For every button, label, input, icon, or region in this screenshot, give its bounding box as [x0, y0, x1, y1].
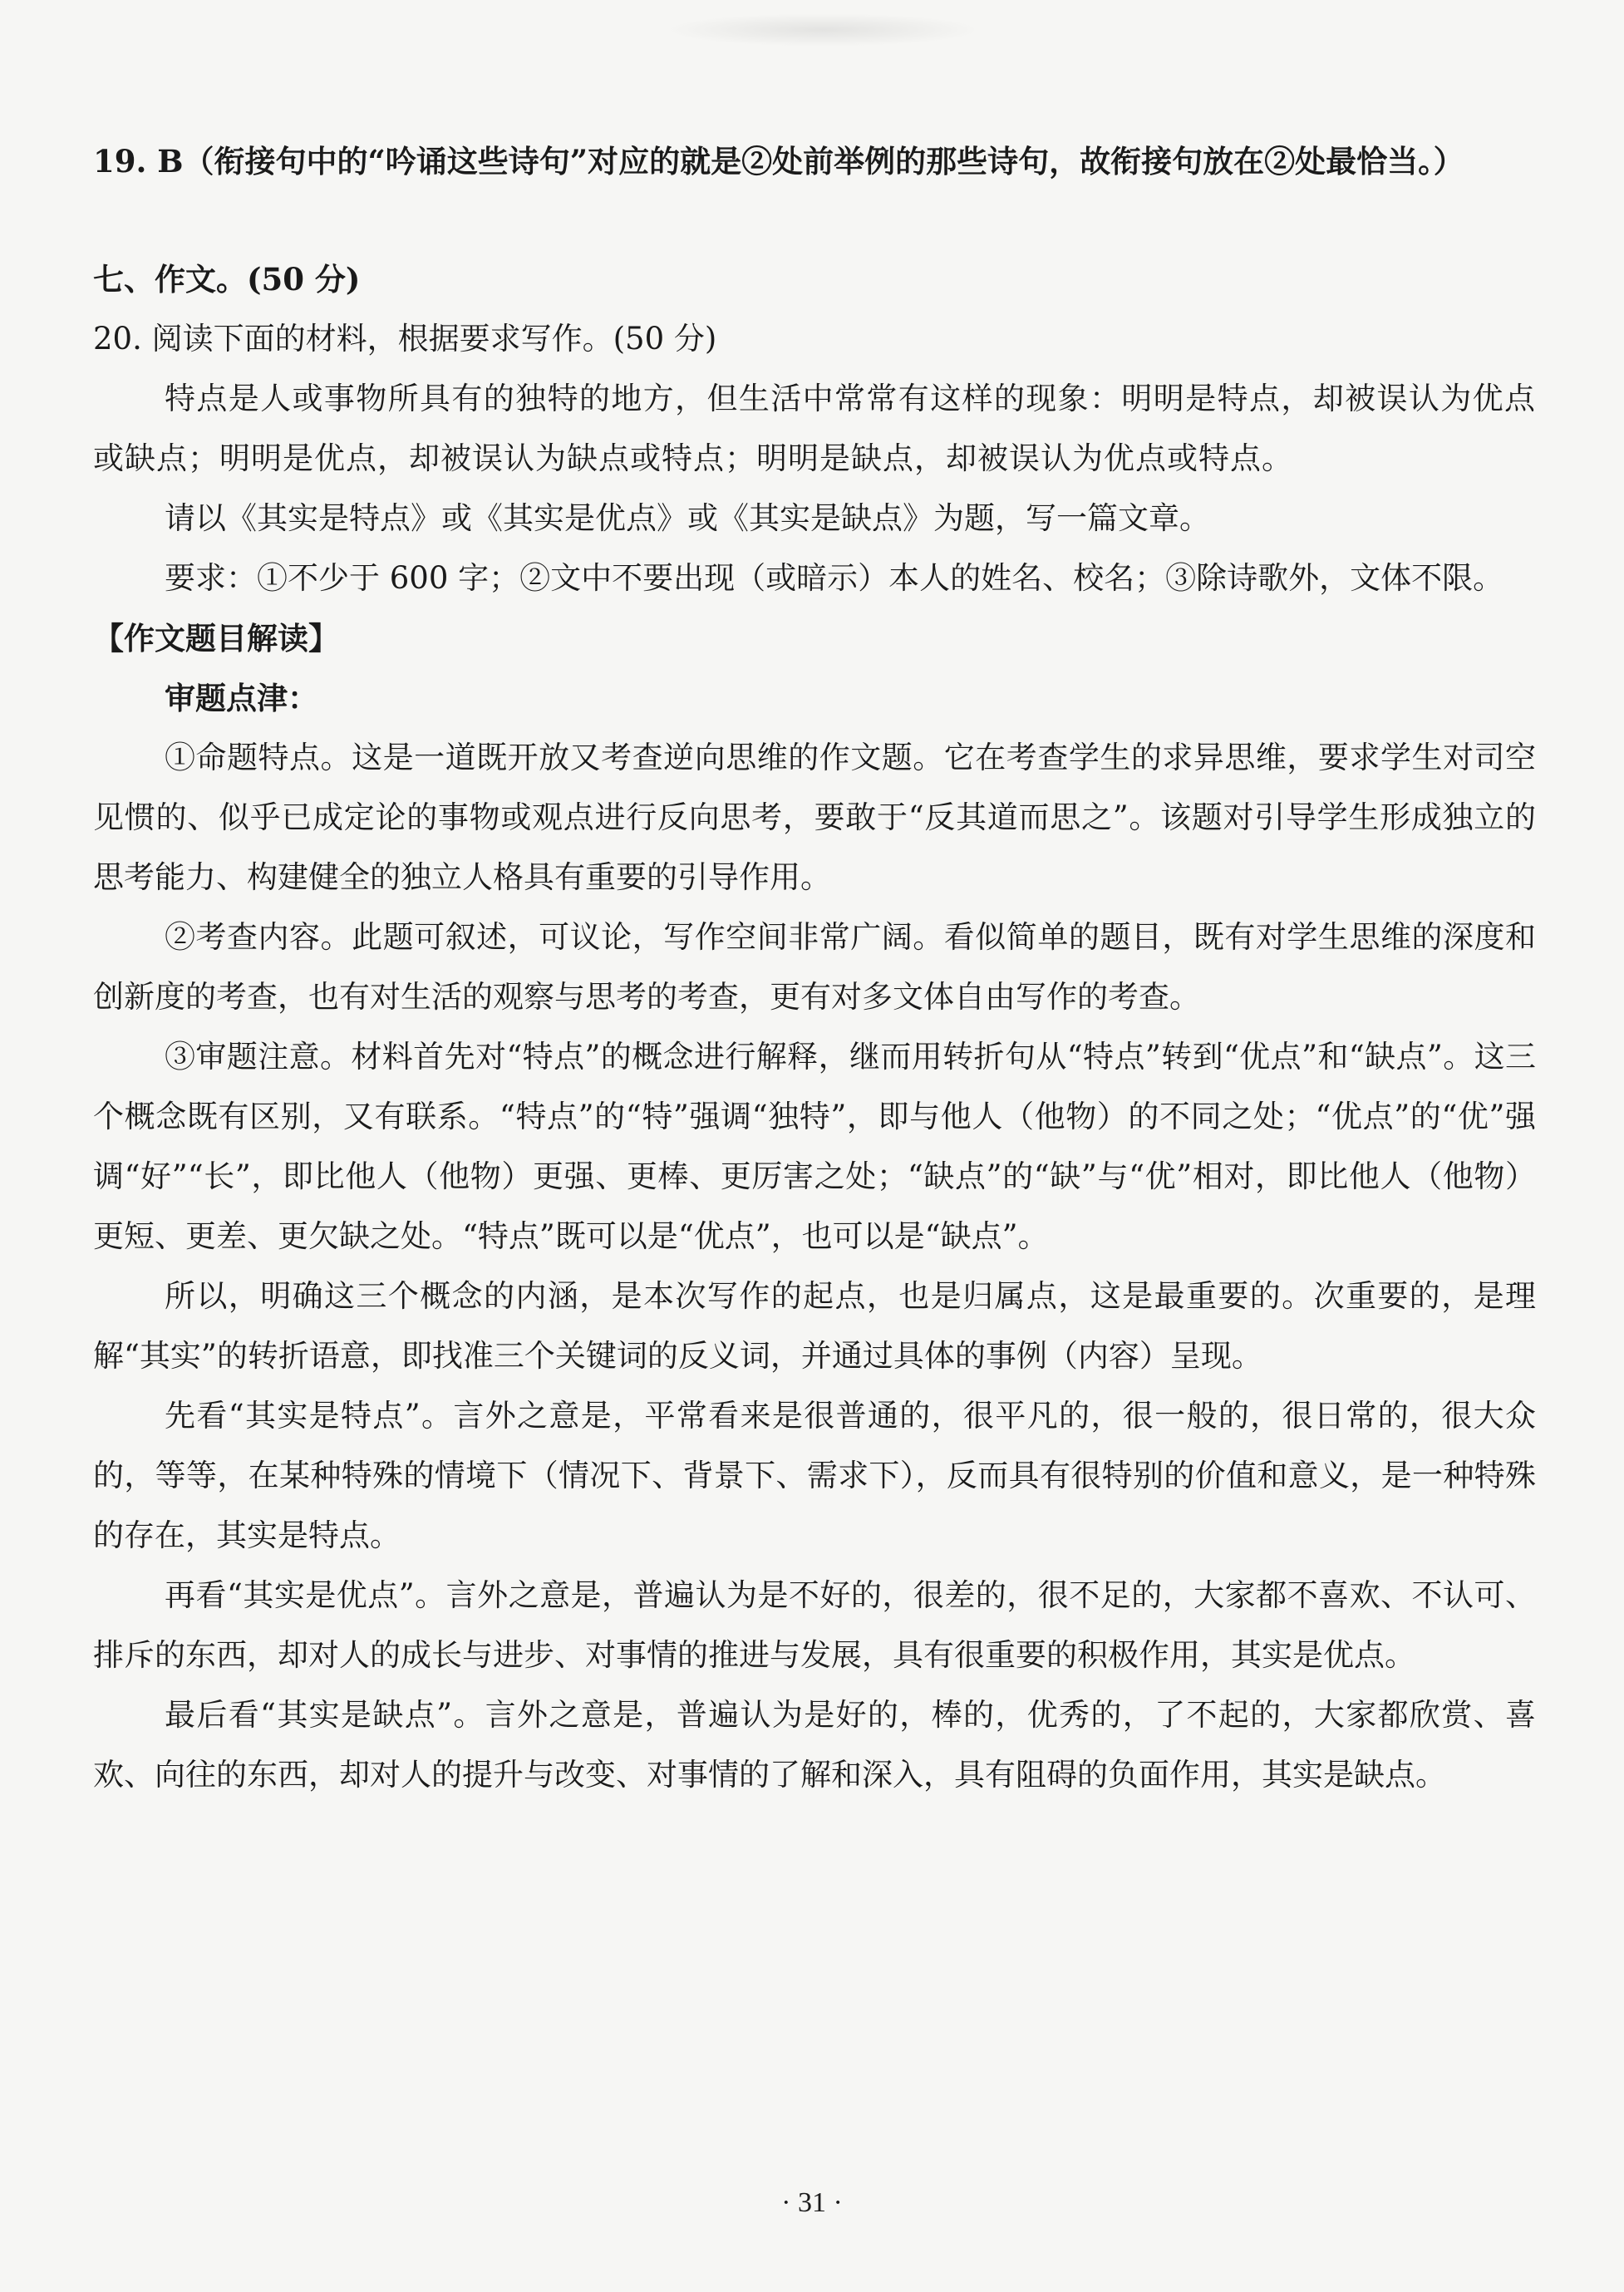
answer-19: 19. B（衔接句中的“吟诵这些诗句”对应的就是②处前举例的那些诗句，故衔接句放在②处最恰当。）	[93, 143, 1464, 180]
analysis-paragraph: ②考查内容。此题可叙述，可议论，写作空间非常广阔。看似简单的题目，既有对学生思维的深度和创新度的考查，也有对生活的观察与思考的考查，更有对多文体自由写作的考查。	[93, 919, 1536, 1015]
analysis-paragraph: 再看“其实是优点”。言外之意是，普遍认为是不好的，很差的，很不足的，大家都不喜欢、不认可、排斥的东西，却对人的成长与进步、对事情的推进与发展，具有很重要的积极作用，其实是优点。	[93, 1577, 1536, 1673]
analysis-paragraph: ③审题注意。材料首先对“特点”的概念进行解释，继而用转折句从“特点”转到“优点”和“缺点”。这三个概念既有区别，又有联系。“特点”的“特”强调“独特”，即与他人（他物）的不同之处；“优点”的“优”强调“好”“长”，即比他人（他物）更强、更棒、更厉害之处；“缺点”的“缺”与“优”相对，即比他人（他物）更短、更差、更欠缺之处。“特点”既可以是“优点”，也可以是“缺点”。	[93, 1039, 1536, 1254]
analysis-paragraph: 最后看“其实是缺点”。言外之意是，普遍认为是好的，棒的，优秀的，了不起的，大家都欣赏、喜欢、向往的东西，却对人的提升与改变、对事情的了解和深入，具有阻碍的负面作用，其实是缺点。	[93, 1697, 1536, 1793]
analysis-paragraph: ①命题特点。这是一道既开放又考查逆向思维的作文题。它在考查学生的求异思维，要求学生对司空见惯的、似乎已成定论的事物或观点进行反向思考，要敢于“反其道而思之”。该题对引导学生形成独立的思考能力、构建健全的独立人格具有重要的引导作用。	[93, 740, 1536, 895]
scan-artifact	[665, 13, 981, 47]
section-7-heading: 七、作文。(50 分)	[93, 261, 361, 298]
section-gap	[93, 191, 1536, 249]
analysis-paragraph: 所以，明确这三个概念的内涵，是本次写作的起点，也是归属点，这是最重要的。次重要的，是理解“其实”的转折语意，即找准三个关键词的反义词，并通过具体的事例（内容）呈现。	[93, 1278, 1536, 1374]
analysis-title: 【作文题目解读】	[93, 620, 339, 657]
page-number: · 31 ·	[781, 2187, 843, 2218]
analysis-subtitle: 审题点津：	[165, 680, 318, 716]
question-20-prompt: 请以《其实是特点》或《其实是优点》或《其实是缺点》为题，写一篇文章。	[165, 500, 1210, 536]
page-content	[93, 131, 1536, 1805]
question-20-material: 特点是人或事物所具有的独特的地方，但生活中常常有这样的现象：明明是特点，却被误认为优点或缺点；明明是优点，却被误认为缺点或特点；明明是缺点，却被误认为优点或特点。	[93, 381, 1536, 476]
question-20-stem: 20. 阅读下面的材料，根据要求写作。(50 分)	[93, 321, 717, 357]
analysis-paragraph: 先看“其实是特点”。言外之意是，平常看来是很普通的，很平凡的，很一般的，很日常的，很大众的，等等，在某种特殊的情境下（情况下、背景下、需求下），反而具有很特别的价值和意义，是一种特殊的存在，其实是特点。	[93, 1398, 1536, 1553]
question-20-requirements: 要求：①不少于 600 字；②文中不要出现（或暗示）本人的姓名、校名；③除诗歌外，文体不限。	[165, 560, 1504, 596]
